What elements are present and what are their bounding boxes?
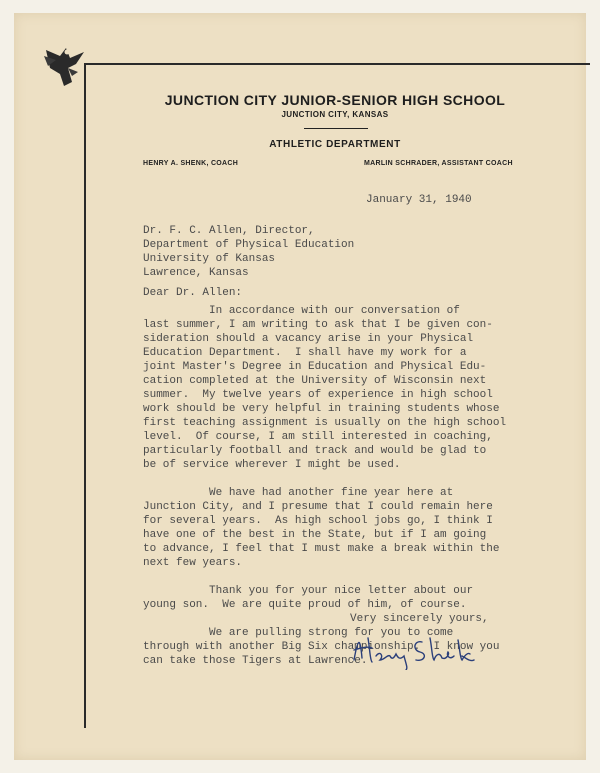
school-name: JUNCTION CITY JUNIOR-SENIOR HIGH SCHOOL: [164, 92, 506, 108]
salutation: Dear Dr. Allen:: [143, 287, 243, 299]
complimentary-close: Very sincerely yours,: [350, 613, 489, 625]
top-border-rule: [84, 63, 590, 65]
assistant-coach-name: MARLIN SCHRADER, ASSISTANT COACH: [364, 160, 513, 167]
letter-body: In accordance with our conversation of last summer, I am writing to ask that I be given con- sideration should a vacancy arise in your Physical Education Department. I shall have my work for a joint Master's Degree in Education and Physical Edu- cation completed at the University of Wisconsin next summer. My twelve years of experience in high school work should be very helpful in training students whose first teaching assignment is usually on the high school level. Of course, I am still interested in coaching, particularly football and track and would be glad to be of service wherever I might be used. We have had another fine year here at Junction City, and I presume that I could remain here for several years. As high school jobs go, I think I have one of the best in the State, but if I am going to advance, I feel that I must make a break within the next few years. Thank you for your nice letter about our young son. We are quite proud of him, of course. We are pulling strong for you to come through with another Big Six championship. I know you can take those Tigers at Lawrence.: [143, 305, 507, 667]
letterhead-divider: [304, 128, 368, 129]
left-border-rule: [84, 63, 86, 728]
department-title: ATHLETIC DEPARTMENT: [269, 139, 401, 150]
letter-date: January 31, 1940: [366, 194, 472, 206]
school-city: JUNCTION CITY, KANSAS: [281, 110, 389, 119]
coach-name: HENRY A. SHENK, COACH: [143, 160, 239, 167]
inside-address: Dr. F. C. Allen, Director, Department of Physical Education University of Kansas Lawrence, Kansas: [143, 225, 355, 279]
